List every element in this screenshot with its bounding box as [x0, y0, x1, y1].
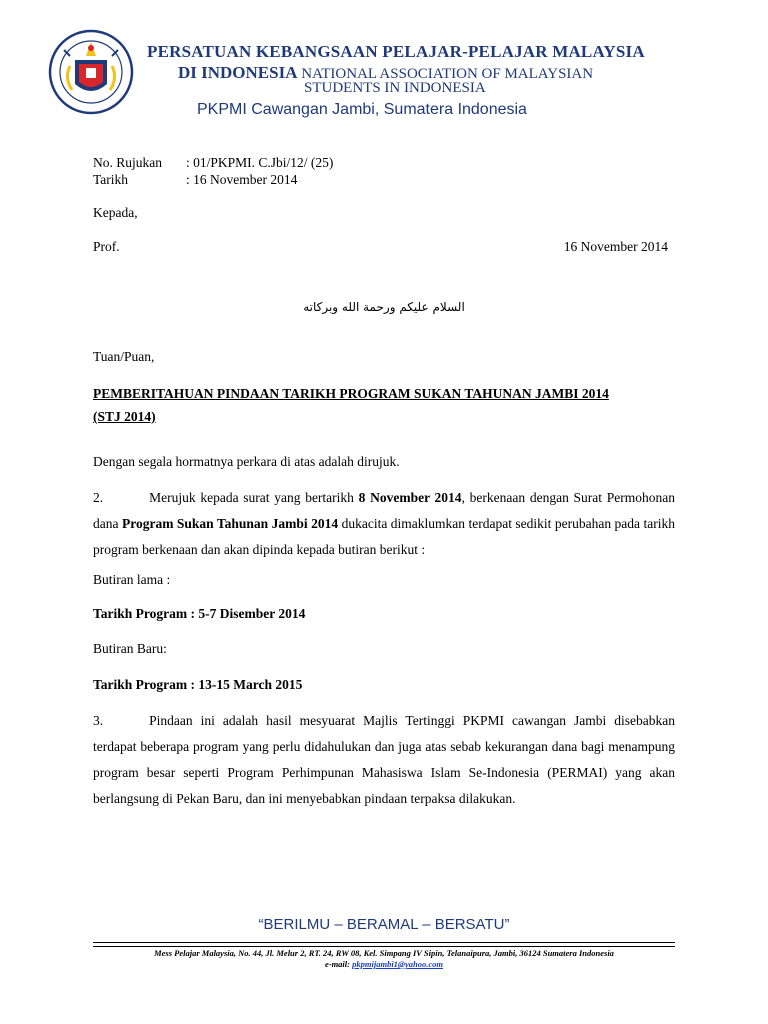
footer-address: Mess Pelajar Malaysia, No. 44, Jl. Melur 2, RT. 24, RW 08, Kel. Simpang IV Sipin, Telanaipura, Jambi, 36124 Sumatera Indonesia — [154, 948, 614, 958]
old-details-label: Butiran lama : — [93, 572, 171, 587]
p2-text-c: , berkenaan dengan Surat Permohonan dana — [93, 490, 675, 531]
to-label: Kepada, — [93, 205, 138, 220]
p2-text-e: dukacita dimaklumkan terdapat sedikit perubahan pada tarikh program berkenaan dan akan dipinda kepada butiran berikut : — [93, 516, 675, 557]
date-label: Tarikh — [93, 172, 129, 187]
ref-value: : 01/PKPMI. C.Jbi/12/ (25) — [186, 155, 334, 170]
p3-number: 3. — [93, 713, 104, 728]
paragraph-2 — [93, 485, 675, 563]
org-name-line3: STUDENTS IN INDONESIA — [304, 80, 486, 96]
org-name-line1: PERSATUAN KEBANGSAAN PELAJAR-PELAJAR MALAYSIA — [147, 42, 645, 61]
date-value: : 16 November 2014 — [186, 172, 298, 187]
p2-number: 2. — [93, 490, 104, 505]
email-label: e-mail: — [324, 959, 353, 969]
ref-label: No. Rujukan — [93, 155, 162, 170]
new-details-label: Butiran Baru: — [93, 641, 167, 656]
paragraph-3 — [93, 708, 675, 812]
new-program-date: Tarikh Program : 13-15 March 2015 — [93, 677, 303, 692]
footer-email-line — [0, 959, 768, 969]
p2-text-a: Merujuk kepada surat yang bertarikh — [149, 490, 359, 505]
subject-line1: PEMBERITAHUAN PINDAAN TARIKH PROGRAM SUKAN TAHUNAN JAMBI 2014 — [93, 386, 609, 401]
email-link[interactable]: pkpmijambi1@yahoo.com — [352, 959, 444, 969]
letter-date: 16 November 2014 — [563, 239, 668, 254]
footer-rule-thick — [93, 942, 675, 943]
p3-text: Pindaan ini adalah hasil mesyuarat Majlis Tertinggi PKPMI cawangan Jambi disebabkan terdapat beberapa program yang perlu didahulukan dan juga atas sebab kekurangan dana bagi menampung program besar seperti Program Perhimpunan Mahasiswa Islam Se-Indonesia (PERMAI) yang akan berlangsung di Pekan Baru, dan ini menyebabkan pindaan terpaksa dilakukan. — [93, 713, 675, 806]
intro-text: Dengan segala hormatnya perkara di atas adalah dirujuk. — [93, 454, 400, 469]
p2-program-bold: Program Sukan Tahunan Jambi 2014 — [121, 516, 339, 531]
org-name-line2-english: NATIONAL ASSOCIATION OF MALAYSIAN — [301, 66, 594, 82]
salutation: Tuan/Puan, — [93, 349, 155, 364]
org-name-line2-bold: DI INDONESIA — [178, 63, 298, 82]
footer-rule-thin — [93, 946, 675, 947]
p2-date-bold: 8 November 2014 — [358, 490, 462, 505]
pkpmi-emblem-icon — [48, 26, 134, 118]
recipient-name: Prof. — [93, 239, 120, 254]
motto: “BERILMU – BERAMAL – BERSATU” — [258, 916, 510, 933]
old-program-date: Tarikh Program : 5-7 Disember 2014 — [93, 606, 306, 621]
subject-line2: (STJ 2014) — [93, 409, 156, 424]
arabic-greeting: السلام عليكم ورحمة الله وبركاته — [303, 300, 465, 314]
branch-name: PKPMI Cawangan Jambi, Sumatera Indonesia — [197, 101, 527, 118]
